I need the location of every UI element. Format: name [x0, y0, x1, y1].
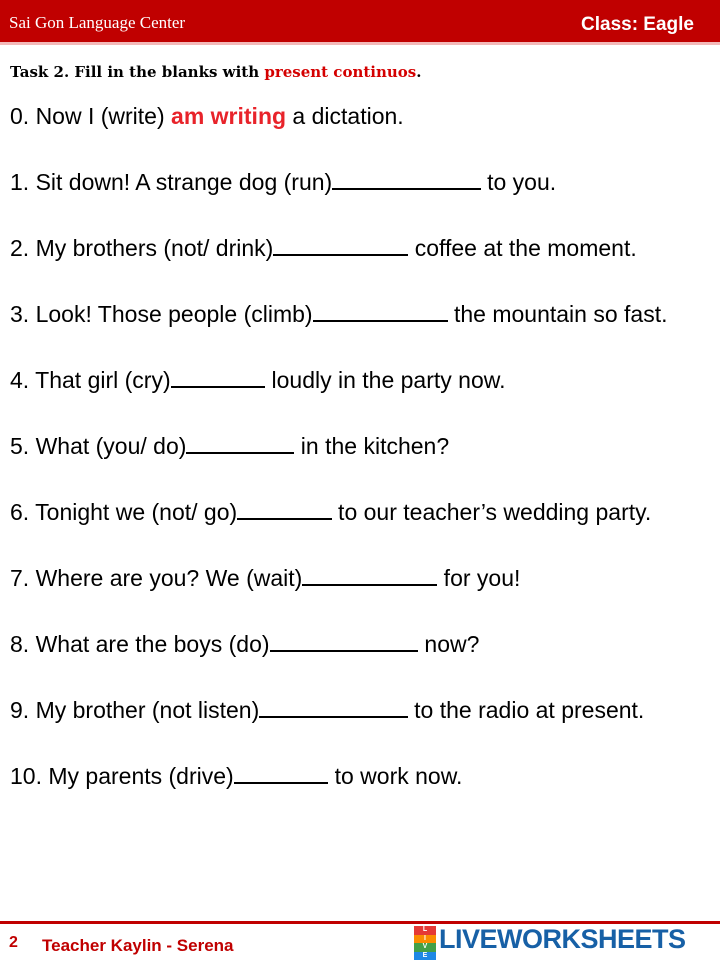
header-bar: [0, 0, 720, 45]
question-tail: to work now.: [328, 763, 463, 789]
answer-blank[interactable]: [302, 560, 437, 586]
question-item: [10, 494, 712, 528]
question-item: [10, 296, 712, 330]
question-prompt: 9. My brother (not listen): [10, 697, 260, 723]
question-prompt: 3. Look! Those people (climb): [10, 301, 313, 327]
example-prompt: 0. Now I (write): [10, 103, 172, 129]
question-tail: to the radio at present.: [407, 697, 645, 723]
task-prefix: Task 2. Fill in the blanks with: [10, 63, 265, 81]
example-item: [10, 100, 712, 132]
answer-blank[interactable]: [313, 296, 448, 322]
answer-blank[interactable]: [332, 164, 481, 190]
question-tail: to you.: [480, 169, 557, 195]
page-number: 2: [9, 934, 18, 951]
task-title: [10, 63, 421, 81]
logo-letter: V: [414, 943, 436, 952]
logo-text: LIVEWORKSHEETS: [439, 923, 686, 954]
logo-letter: E: [414, 952, 436, 960]
answer-blank[interactable]: [171, 362, 266, 388]
example-tail: a dictation.: [286, 103, 404, 129]
exercise-list: [10, 100, 712, 824]
question-item: [10, 164, 712, 198]
question-prompt: 5. What (you/ do): [10, 433, 187, 459]
answer-blank[interactable]: [186, 428, 294, 454]
question-item: [10, 758, 712, 792]
question-tail: now?: [418, 631, 480, 657]
question-prompt: 8. What are the boys (do): [10, 631, 270, 657]
question-tail: loudly in the party now.: [265, 367, 506, 393]
question-tail: to our teacher’s wedding party.: [331, 499, 652, 525]
class-name: Class: Eagle: [581, 14, 694, 35]
answer-blank[interactable]: [234, 758, 329, 784]
question-tail: the mountain so fast.: [447, 301, 668, 327]
question-tail: in the kitchen?: [294, 433, 450, 459]
question-prompt: 7. Where are you? We (wait): [10, 565, 303, 591]
question-tail: coffee at the moment.: [408, 235, 637, 261]
question-prompt: 6. Tonight we (not/ go): [10, 499, 238, 525]
answer-blank[interactable]: [237, 494, 332, 520]
question-item: [10, 560, 712, 594]
question-tail: for you!: [437, 565, 521, 591]
logo-badge-icon: [414, 926, 436, 959]
question-item: [10, 626, 712, 660]
teacher-name: Teacher Kaylin - Serena: [42, 936, 234, 955]
task-highlight: present continuos: [264, 63, 417, 81]
question-prompt: 1. Sit down! A strange dog (run): [10, 169, 333, 195]
question-item: [10, 692, 712, 726]
example-answer: am writing: [171, 103, 287, 129]
question-item: [10, 362, 712, 396]
task-suffix: .: [416, 63, 422, 81]
answer-blank[interactable]: [259, 692, 408, 718]
question-item: [10, 428, 712, 462]
logo-letter: L: [414, 926, 436, 935]
question-prompt: 2. My brothers (not/ drink): [10, 235, 274, 261]
question-prompt: 4. That girl (cry): [10, 367, 171, 393]
center-name: Sai Gon Language Center: [9, 13, 186, 32]
question-prompt: 10. My parents (drive): [10, 763, 234, 789]
liveworksheets-logo: [414, 923, 714, 959]
answer-blank[interactable]: [273, 230, 408, 256]
question-item: [10, 230, 712, 264]
logo-letter: I: [414, 935, 436, 944]
answer-blank[interactable]: [270, 626, 419, 652]
